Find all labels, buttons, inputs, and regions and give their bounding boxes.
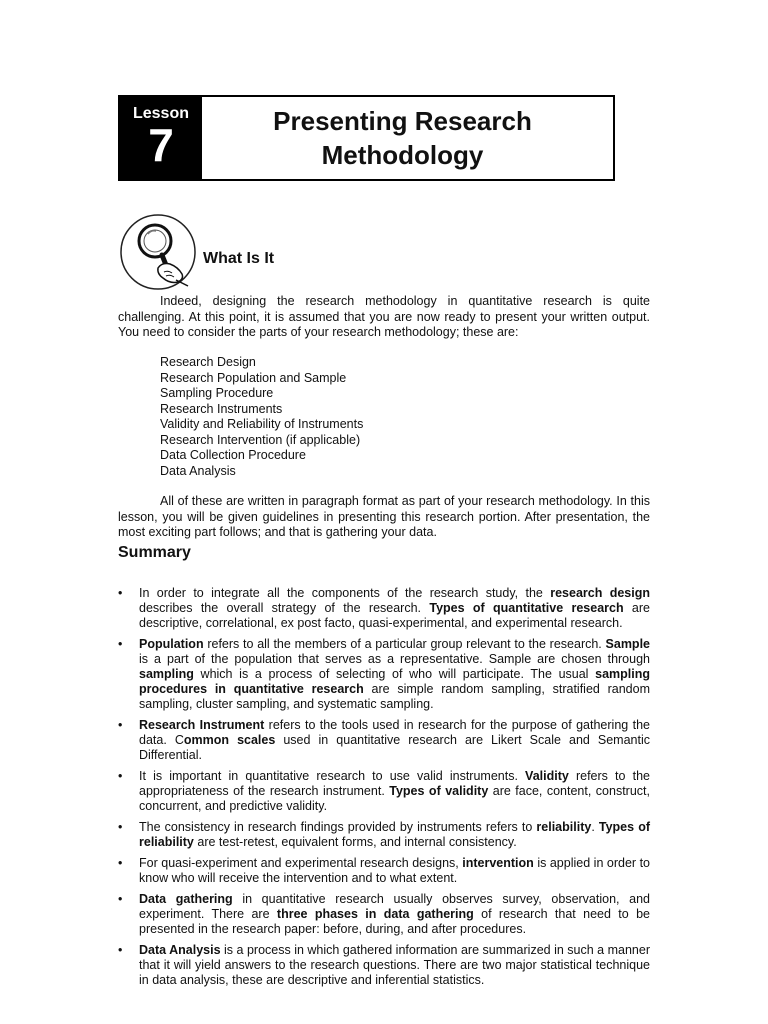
summary-text: are simple random sampling, stratified random sampling, cluster sampling, and systematic sampling. — [139, 682, 650, 711]
summary-text: refers to the appropriateness of the research instrument. — [139, 769, 650, 798]
summary-text: . — [591, 820, 599, 834]
summary-term: research design — [550, 586, 650, 600]
list-item: Research Instruments — [160, 401, 283, 416]
summary-term: Types of quantitative research — [429, 601, 624, 615]
lesson-title — [202, 97, 613, 179]
bullet-icon: • — [118, 637, 123, 651]
summary-text: is applied in order to know who will receive the intervention and to what extent. — [139, 856, 651, 885]
summary-item — [118, 892, 650, 937]
summary-item — [118, 943, 650, 988]
methodology-parts-list — [160, 355, 363, 479]
summary-text: are test-retest, equivalent forms, and internal consistency. — [193, 835, 517, 849]
summary-text: are descriptive, correlational, ex post facto, quasi-experimental, and experimental research. — [139, 601, 651, 630]
summary-text: used in quantitative research are Likert Scale and Semantic Differential. — [139, 733, 650, 762]
summary-term: Types of validity — [389, 784, 489, 798]
bullet-icon: • — [118, 718, 123, 732]
summary-list — [118, 586, 650, 994]
summary-term: Data Analysis — [139, 943, 221, 957]
summary-heading: Summary — [118, 544, 191, 561]
summary-text: The consistency in research findings provided by instruments refers to — [139, 820, 537, 834]
summary-item — [118, 820, 650, 850]
bullet-icon: • — [118, 769, 123, 783]
lesson-label: Lesson — [132, 105, 189, 122]
summary-term: Types of reliability — [139, 820, 650, 849]
summary-item — [118, 586, 650, 631]
bullet-icon: • — [118, 892, 123, 906]
summary-text: which is a process of selecting of who will participate. The usual — [193, 667, 596, 681]
summary-term: Validity — [525, 769, 569, 783]
summary-text: are face, content, construct, concurrent, and predictive validity. — [139, 784, 650, 813]
what-is-it-heading: What Is It — [203, 250, 275, 267]
summary-term: Data gathering — [139, 892, 233, 906]
lesson-title-line-1: Presenting Research — [273, 106, 532, 136]
summary-text: refers to the tools used in research for the purpose of gathering the data. C — [139, 718, 650, 747]
bullet-icon: • — [118, 820, 123, 834]
summary-text: of research that need to be presented in the research paper: before, during, and after procedures. — [139, 907, 650, 936]
lesson-header — [118, 95, 615, 181]
lesson-number-tab — [120, 97, 202, 179]
list-item: Validity and Reliability of Instruments — [160, 417, 364, 431]
summary-item — [118, 718, 650, 763]
summary-term: reliability — [536, 820, 592, 834]
summary-text: is a part of the population that serves as a representative. Sample are chosen through — [139, 652, 650, 666]
summary-term: sampling procedures in quantitative research — [139, 667, 650, 696]
summary-text: describes the overall strategy of the research. — [139, 601, 430, 615]
closing-text: All of these are written in paragraph format as part of your research methodology. In this lesson, you will be given guidelines in presenting this research portion. After presentation, the most exciting part follows; and that is gathering your data. — [118, 494, 650, 539]
intro-text: Indeed, designing the research methodology in quantitative research is quite challenging. At this point, it is assumed that you are now ready to present your written output. You need to consider the parts of your research methodology; these are: — [118, 294, 650, 339]
summary-text: refers to all the members of a particular group relevant to the research. — [203, 637, 606, 651]
summary-text: is a process in which gathered information are summarized in such a manner that it will yield answers to the research questions. There are two major statistical technique in data analysis, these are descriptive and inferential statistics. — [139, 943, 650, 987]
list-item: Research Population and Sample — [160, 370, 347, 385]
list-item: Research Design — [160, 355, 256, 369]
summary-term: ommon scales — [183, 733, 276, 747]
summary-text: in quantitative research usually observes survey, observation, and experiment. There are — [139, 892, 651, 921]
bullet-icon: • — [118, 586, 123, 600]
summary-text: In order to integrate all the components of the research study, the — [139, 586, 551, 600]
intro-paragraph — [118, 294, 650, 341]
list-item: Data Collection Procedure — [160, 448, 306, 462]
list-item: Sampling Procedure — [160, 386, 274, 400]
summary-term: intervention — [462, 856, 534, 870]
summary-item — [118, 856, 650, 886]
magnifying-glass-icon — [118, 212, 198, 292]
list-item: Research Intervention (if applicable) — [160, 432, 361, 447]
summary-text: For quasi-experiment and experimental research designs, — [139, 856, 463, 870]
lesson-title-line-2: Methodology — [321, 140, 484, 170]
closing-paragraph — [118, 494, 650, 541]
summary-item — [118, 769, 650, 814]
summary-item — [118, 637, 650, 712]
bullet-icon: • — [118, 943, 123, 957]
bullet-icon: • — [118, 856, 123, 870]
summary-text: It is important in quantitative research to use valid instruments. — [139, 769, 526, 783]
summary-term: three phases in data gathering — [276, 907, 474, 921]
summary-term: Research Instrument — [139, 718, 265, 732]
summary-term: Population — [139, 637, 204, 651]
summary-term: Sample — [605, 637, 650, 651]
list-item: Data Analysis — [160, 463, 236, 478]
lesson-number: 7 — [148, 119, 174, 171]
summary-term: sampling — [139, 667, 194, 681]
